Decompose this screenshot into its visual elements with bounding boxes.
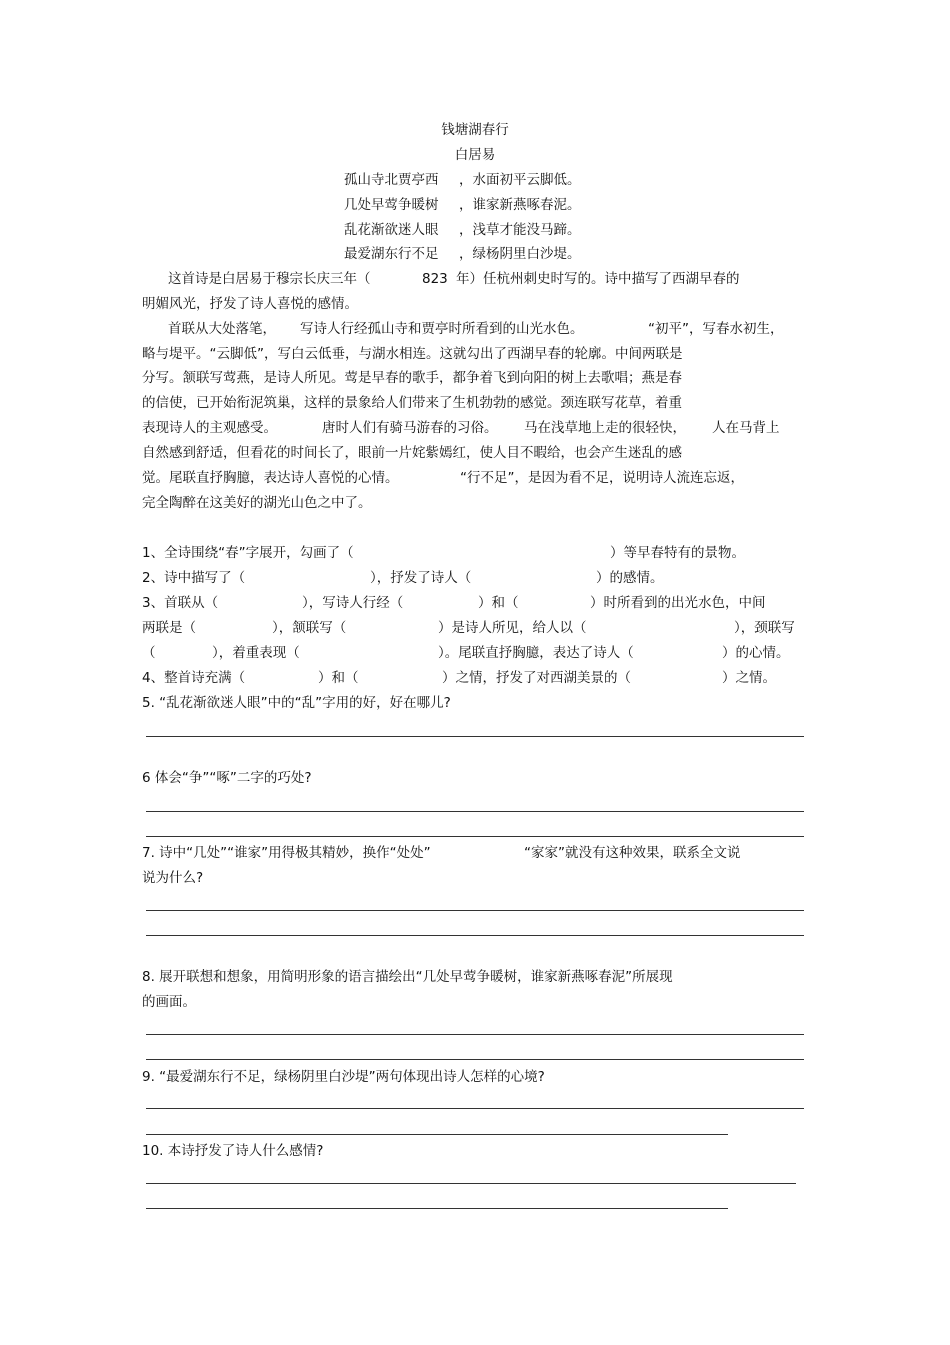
analysis-text: 写诗人行经孤山寺和贾亭时所看到的山光水色。 <box>300 321 584 337</box>
poem-line-2-b: ，谁家新燕啄春泥。 <box>459 197 581 213</box>
question-text: 两联是（ <box>142 620 196 636</box>
question-text: ），抒发了诗人（ <box>370 570 472 586</box>
poem-line-3-b: ，浅草才能没马蹄。 <box>459 222 581 238</box>
question-text: ）是诗人所见，给人以（ <box>438 620 587 636</box>
question-10: 10. 本诗抒发了诗人什么感情? <box>142 1143 324 1159</box>
question-text: ）。尾联直抒胸臆，表达了诗人（ <box>438 645 634 661</box>
question-text: ）和（ <box>318 670 359 686</box>
analysis-text: 分写。颔联写莺燕，是诗人所见。莺是早春的歌手，都争着飞到向阳的树上去歌唱；燕是春 <box>142 370 682 386</box>
question-text: ），颈联写 <box>734 620 795 636</box>
question-text: 说为什么? <box>142 870 204 886</box>
analysis-text: 马在浅草地上走的很轻快， <box>524 420 686 436</box>
analysis-text: 完全陶醉在这美好的湖光山色之中了。 <box>142 495 372 511</box>
question-text: 1、全诗围绕“春”字展开，勾画了（ <box>142 545 354 561</box>
answer-line[interactable] <box>146 736 804 737</box>
question-5: 5. “乱花渐欲迷人眼”中的“乱”字用的好，好在哪儿? <box>142 695 451 711</box>
analysis-text: 首联从大处落笔， <box>168 321 276 337</box>
analysis-text: 明媚风光，抒发了诗人喜悦的感情。 <box>142 296 358 312</box>
analysis-text: 自然感到舒适，但看花的时间长了，眼前一片姹紫嫣红，使人目不暇给，也会产生迷乱的感 <box>142 445 682 461</box>
answer-line[interactable] <box>146 935 804 936</box>
analysis-text: 觉。尾联直抒胸臆，表达诗人喜悦的心情。 <box>142 470 399 486</box>
poem-line-1-b: ，水面初平云脚低。 <box>459 172 581 188</box>
poem-line-3-a: 乱花渐欲迷人眼 <box>344 222 439 238</box>
question-text: 3、首联从（ <box>142 595 219 611</box>
question-text: ）之情。 <box>722 670 776 686</box>
analysis-text: 的信使，已开始衔泥筑巢，这样的景象给人们带来了生机勃勃的感觉。颈连联写花草，着重 <box>142 395 682 411</box>
poem-author: 白居易 <box>454 147 496 163</box>
question-text: 7. 诗中“几处”“谁家”用得极其精妙，换作“处处” <box>142 845 431 861</box>
poem-line-4-b: ，绿杨阴里白沙堤。 <box>459 246 581 262</box>
analysis-text: “初平”，写春水初生， <box>648 321 784 337</box>
question-text: ），写诗人行经（ <box>302 595 404 611</box>
answer-line[interactable] <box>146 836 804 837</box>
poem-line-4-a: 最爱湖东行不足 <box>344 246 439 262</box>
question-text: ）和（ <box>478 595 519 611</box>
analysis-text: 唐时人们有骑马游春的习俗。 <box>322 420 498 436</box>
question-text: ）的心情。 <box>722 645 790 661</box>
analysis-text: 这首诗是白居易于穆宗长庆三年（ <box>168 271 371 287</box>
analysis-text: 表现诗人的主观感受。 <box>142 420 277 436</box>
answer-line[interactable] <box>146 1059 804 1060</box>
answer-line[interactable] <box>146 1183 796 1184</box>
answer-line[interactable] <box>146 1134 728 1135</box>
analysis-text: “行不足”，是因为看不足，说明诗人流连忘返， <box>460 470 744 486</box>
question-text: （ <box>142 645 156 661</box>
question-text: “家家”就没有这种效果，联系全文说 <box>524 845 741 861</box>
analysis-text: 年）任杭州刺史时写的。诗中描写了西湖早春的 <box>456 271 740 287</box>
analysis-year: 823 <box>422 271 448 287</box>
answer-line[interactable] <box>146 910 804 911</box>
question-text: ）的感情。 <box>596 570 664 586</box>
poem-line-1-a: 孤山寺北贾亭西 <box>344 172 439 188</box>
question-text: ），着重表现（ <box>212 645 300 661</box>
answer-line[interactable] <box>146 1108 804 1109</box>
poem-title: 钱塘湖春行 <box>441 122 509 138</box>
question-6: 6 体会“争”“啄”二字的巧处? <box>142 770 312 786</box>
question-text: 4、整首诗充满（ <box>142 670 246 686</box>
question-9: 9. “最爱湖东行不足，绿杨阴里白沙堤”两句体现出诗人怎样的心境? <box>142 1069 545 1085</box>
question-text: ）之情，抒发了对西湖美景的（ <box>442 670 631 686</box>
answer-line[interactable] <box>146 1034 804 1035</box>
question-text: ）等早春特有的景物。 <box>610 545 745 561</box>
question-text: 的画面。 <box>142 994 196 1010</box>
question-text: 8. 展开联想和想象，用简明形象的语言描绘出“几处早莺争暖树，谁家新燕啄春泥”所展现 <box>142 969 673 985</box>
answer-line[interactable] <box>146 1208 728 1209</box>
analysis-text: 略与堤平。“云脚低”，写白云低垂，与湖水相连。这就勾出了西湖早春的轮廓。中间两联是 <box>142 346 683 362</box>
question-text: ），颔联写（ <box>272 620 347 636</box>
question-text: 2、诗中描写了（ <box>142 570 246 586</box>
poem-line-2-a: 几处早莺争暖树 <box>344 197 439 213</box>
answer-line[interactable] <box>146 811 804 812</box>
analysis-text: 人在马背上 <box>712 420 780 436</box>
question-text: ）时所看到的出光水色，中间 <box>590 595 766 611</box>
